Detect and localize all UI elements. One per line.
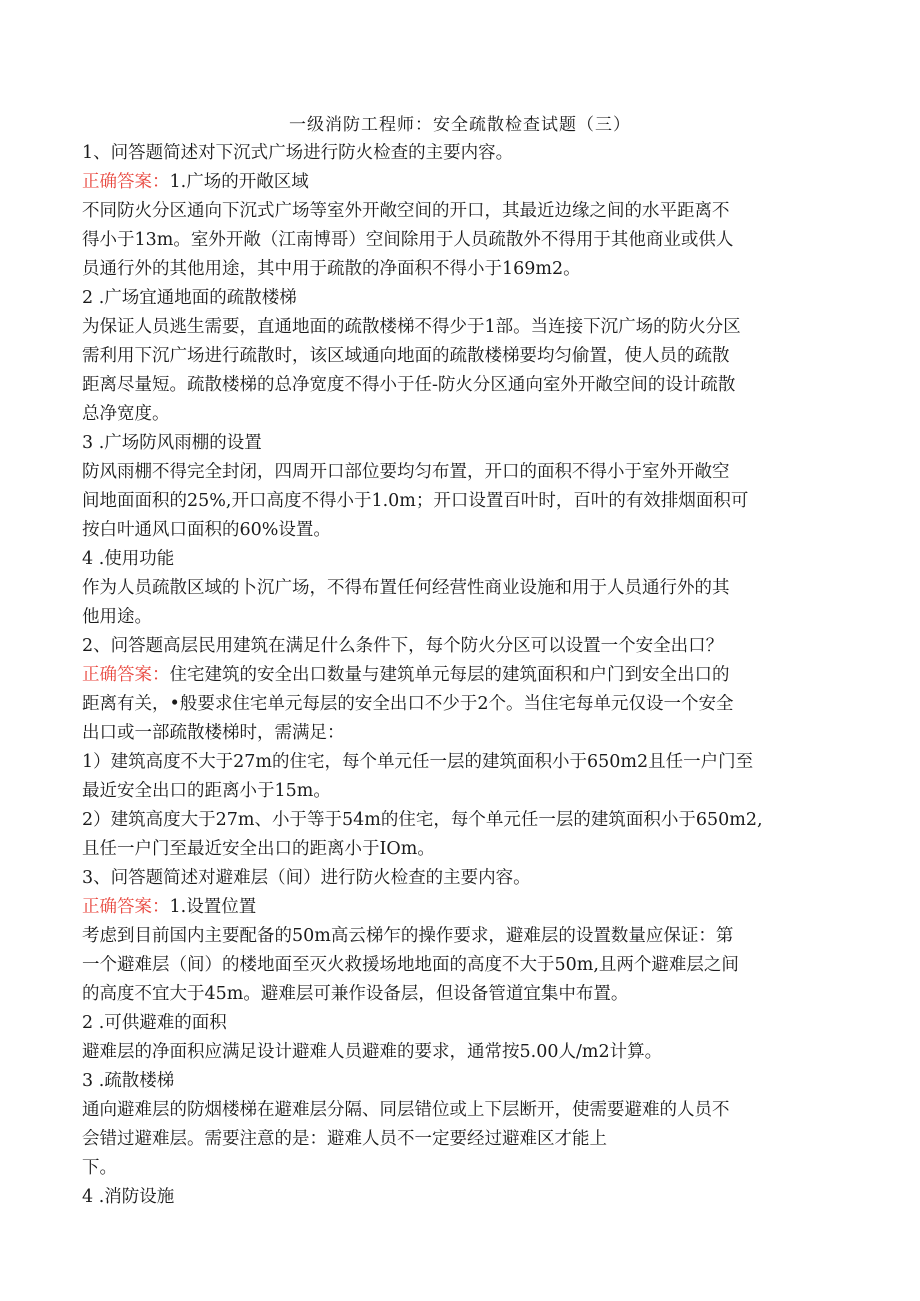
answer-line [82,662,842,688]
text-line: 不同防火分区通向下沉式广场等室外开敞空间的开口，其最近边缘之间的水平距离不 [82,201,730,221]
text-line: 通向避难层的防烟楼梯在避难层分隔、同层错位或上下层断开，使需要避难的人员不 [82,1100,730,1120]
text-line: 防风雨棚不得完全封闭，四周开口部位要均匀布置，开口的面积不得小于室外开敞空 [82,462,730,482]
answer-line [82,169,842,195]
text-line: 为保证人员逃生需要，直通地面的疏散楼梯不得少于1部。当连接下沉广场的防火分区 [82,317,741,337]
answer-label: 正确答案： [82,172,170,192]
text-line: 员通行外的其他用途，其中用于疏散的净面积不得小于169m2。 [82,259,581,279]
text-line: 需利用下沉广场进行疏散时，该区域通向地面的疏散楼梯要均匀偷置，使人员的疏散 [82,346,730,366]
text-line: 出口或一部疏散楼梯时，需满足： [82,723,345,743]
question-3: 3、问答题简述对避难层（间）进行防火检查的主要内容。 [82,868,531,888]
text-line: 他用途。 [82,607,152,627]
document-title: 一级消防工程师：安全疏散检查试题（三） [289,115,631,135]
text-line: 的高度不宜大于45m。避难层可兼作设备层，但设备管道宜集中布置。 [82,984,629,1004]
subheading: 4 .使用功能 [82,549,175,569]
text-line: 距离有关，•般要求住宅单元每层的安全出口不少于2个。当住宅每单元仅设一个安全 [82,694,734,714]
text-line: 一个避难层（间）的楼地面至灭火救援场地地面的高度不大于50m,且两个避难层之间 [82,955,739,975]
text-line: 且任一户门至最近安全出口的距离小于IOm。 [82,839,435,859]
subheading: 4 .消防设施 [82,1187,175,1207]
answer-text: 1.设置位置 [169,897,257,917]
text-line: 总净宽度。 [82,404,170,424]
answer-label: 正确答案： [82,897,170,917]
text-line: 2）建筑高度大于27m、小于等于54m的住宅，每个单元任一层的建筑面积小于650m2, [82,810,763,830]
text-line: 考虑到目前国内主要配备的50m高云梯乍的操作要求，避难层的设置数量应保证：第 [82,926,734,946]
answer-label: 正确答案： [82,665,170,685]
text-line: 1）建筑高度不大于27m的住宅，每个单元任一层的建筑面积小于650m2且任一户门至 [82,752,754,772]
answer-text: 住宅建筑的安全出口数量与建筑单元每层的建筑面积和户门到安全出口的 [169,665,730,685]
answer-line [82,894,842,920]
text-line: 距离尽量短。疏散楼梯的总净宽度不得小于任-防火分区通向室外开敞空间的设计疏散 [82,375,736,395]
text-line: 会错过避难层。需要注意的是：避难人员不一定要经过避难区才能上 [82,1129,607,1149]
text-line: 避难层的净面积应满足设计避难人员避难的要求，通常按5.00人/m2计算。 [82,1042,663,1062]
text-line: 间地面面积的25%,开口高度不得小于1.0m；开口设置百叶时，百叶的有效排烟面积可 [82,491,749,511]
text-line: 作为人员疏散区域的卜沉广场，不得布置任何经营性商业设施和用于人员通行外的其 [82,578,730,598]
subheading: 3 .疏散楼梯 [82,1071,175,1091]
text-line: 下。 [82,1158,117,1178]
text-line: 按白叶通风口面积的60%设置。 [82,520,331,540]
subheading: 2 .广场宜通地面的疏散楼梯 [82,288,297,308]
text-line: 得小于13m。室外开敞（江南博哥）空间除用于人员疏散外不得用于其他商业或供人 [82,230,734,250]
text-line: 最近安全出口的距离小于15m。 [82,781,331,801]
question-2: 2、问答题高层民用建筑在满足什么条件下，每个防火分区可以设置一个安全出口？ [82,636,724,656]
subheading: 2 .可供避难的面积 [82,1013,227,1033]
subheading: 3 .广场防风雨棚的设置 [82,433,262,453]
question-1: 1、问答题简述对下沉式广场进行防火检查的主要内容。 [82,143,514,163]
answer-text: 1.广场的开敞区域 [169,172,309,192]
